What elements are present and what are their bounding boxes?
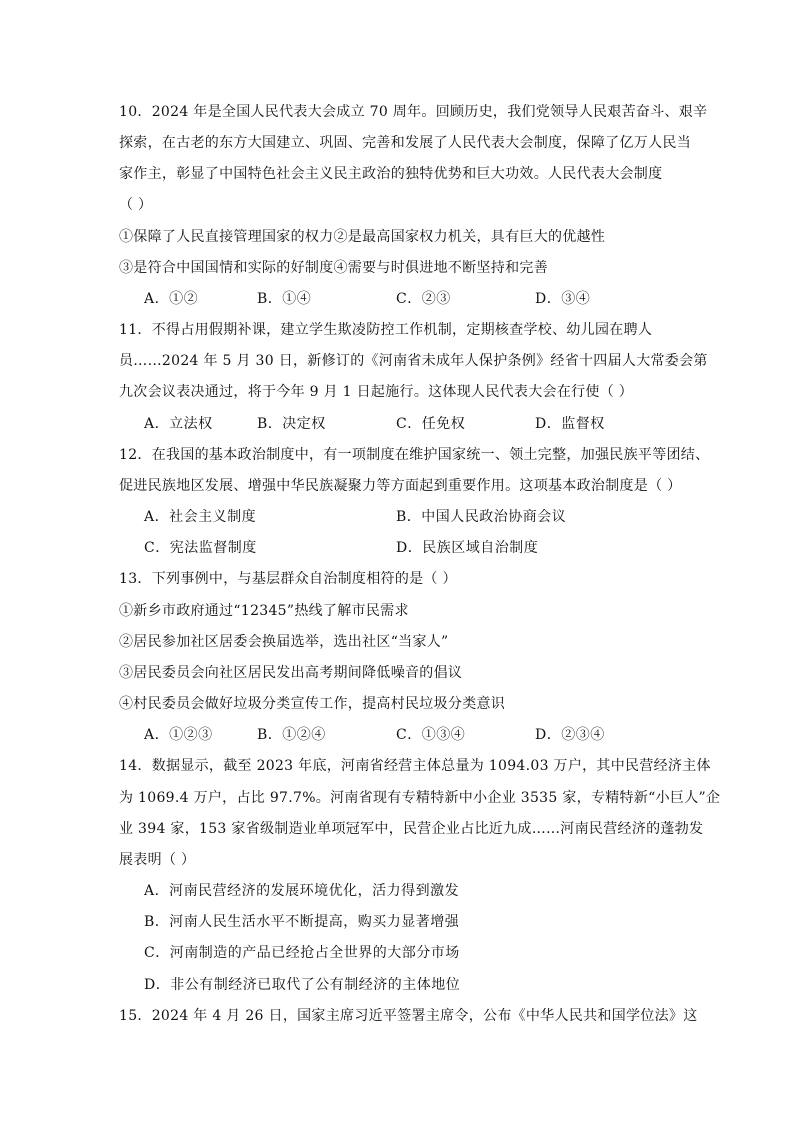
option-b: B．①④ <box>257 291 312 307</box>
statement-line: ①新乡市政府通过“12345”热线了解市民需求 <box>119 603 409 619</box>
question-stem-line: 业 394 家，153 家省级制造业单项冠军中，民营企业占比近九成……河南民营经济的蓬勃发 <box>119 821 704 837</box>
option-c: C．①③④ <box>396 727 466 743</box>
statement-line: ②居民参加社区居委会换届选举，选出社区“当家人” <box>119 634 449 650</box>
question-stem-line: 促进民族地区发展、增强中华民族凝聚力等方面起到重要作用。这项基本政治制度是（ ） <box>119 478 682 494</box>
option-d: D．②③④ <box>535 727 605 743</box>
option-a: A．①② <box>144 291 199 307</box>
question-stem-line: 12．在我国的基本政治制度中，有一项制度在维护国家统一、领土完整，加强民族平等团结、 <box>119 447 710 463</box>
option-c: C．宪法监督制度 <box>144 540 257 556</box>
question-stem-line: 10．2024 年是全国人民代表大会成立 70 周年。回顾历史，我们党领导人民艰苦奋斗、艰辛 <box>119 104 708 120</box>
option-c: C．河南制造的产品已经抢占全世界的大部分市场 <box>144 945 460 961</box>
question-stem-line: 员……2024 年 5 月 30 日，新修订的《河南省未成年人保护条例》经省十四届人大常委会第 <box>119 353 708 369</box>
question-stem-line: 探索，在古老的东方大国建立、巩固、完善和发展了人民代表大会制度，保障了亿万人民当 <box>119 135 691 151</box>
option-c: C．②③ <box>396 291 451 307</box>
question-stem-line: 15．2024 年 4 月 26 日，国家主席习近平签署主席令，公布《中华人民共和国学位法》这 <box>119 1008 698 1024</box>
statement-line: ③居民委员会向社区居民发出高考期间降低噪音的倡议 <box>119 665 463 681</box>
statement-line: ④村民委员会做好垃圾分类宣传工作，提高村民垃圾分类意识 <box>119 696 506 712</box>
question-stem-line: 展表明（ ） <box>119 852 196 868</box>
question-stem-line: 为 1069.4 万户，占比 97.7%。河南省现有专精特新中小企业 3535 家，专精特新“小巨人”企 <box>119 790 721 806</box>
option-a: A．①②③ <box>144 727 213 743</box>
question-stem-line: 九次会议表决通过，将于今年 9 月 1 日起施行。这体现人民代表大会在行使（ ） <box>119 384 634 400</box>
question-stem-line: 家作主，彰显了中国特色社会主义民主政治的独特优势和巨大功效。人民代表大会制度 <box>119 166 663 182</box>
statement-line: ①保障了人民直接管理国家的权力②是最高国家权力机关，具有巨大的优越性 <box>119 229 606 245</box>
option-b: B．中国人民政治协商会议 <box>396 509 567 525</box>
option-a: A．河南民营经济的发展环境优化，活力得到激发 <box>144 883 460 899</box>
question-stem-line: 11．不得占用假期补课，建立学生欺凌防控工作机制，定期核查学校、幼儿园在聘人 <box>119 322 653 338</box>
question-stem-line: 13．下列事例中，与基层群众自治制度相符的是（ ） <box>119 571 457 587</box>
answer-blank: （ ） <box>119 197 153 213</box>
option-c: C．任免权 <box>396 416 466 432</box>
statement-line: ③是符合中国国情和实际的好制度④需要与时俱进地不断坚持和完善 <box>119 260 548 276</box>
option-d: D．监督权 <box>535 416 605 432</box>
option-d: D．非公有制经济已取代了公有制经济的主体地位 <box>144 977 461 993</box>
option-d: D．民族区域自治制度 <box>396 540 539 556</box>
option-a: A．立法权 <box>144 416 213 432</box>
option-a: A．社会主义制度 <box>144 509 257 525</box>
option-d: D．③④ <box>535 291 591 307</box>
option-b: B．河南人民生活水平不断提高，购买力显著增强 <box>144 914 460 930</box>
question-stem-line: 14．数据显示，截至 2023 年底，河南省经营主体总量为 1094.03 万户，其中民营经济主体 <box>119 758 711 774</box>
option-b: B．①②④ <box>257 727 326 743</box>
option-b: B．决定权 <box>257 416 326 432</box>
